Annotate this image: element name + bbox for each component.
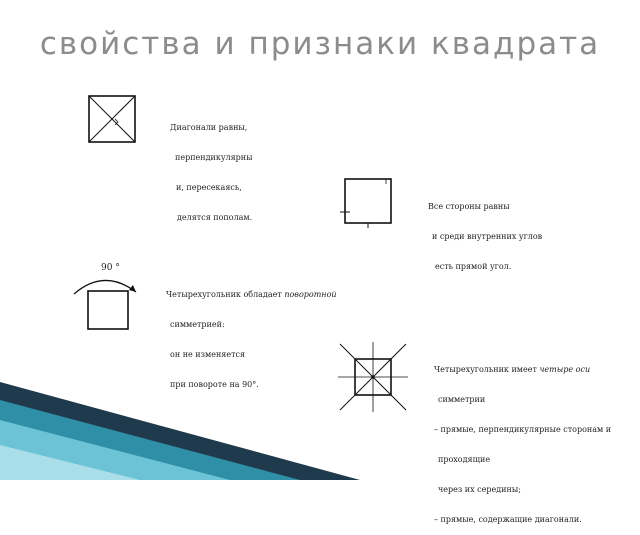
angle-label: 90 ° (101, 263, 120, 273)
axes-caption: Четырехугольник имеет четыре оси симметрии – прямые, перпендикулярные сторонам и проходящие через их середины; – прямые, содержащие диагонали. (434, 365, 612, 524)
sides-angles-caption: Все стороны равны и среди внутренних углов есть прямой угол. (428, 202, 543, 271)
rotation-caption: Четырехугольник обладает поворотной симметрией: он не изменяется при повороте на 90°. (166, 290, 337, 389)
diagonals-caption: Диагонали равны, перпендикулярны и, пересекаясь, делятся пополам. (170, 123, 253, 222)
slide-title: свойства и признаки квадрата (39, 26, 601, 62)
